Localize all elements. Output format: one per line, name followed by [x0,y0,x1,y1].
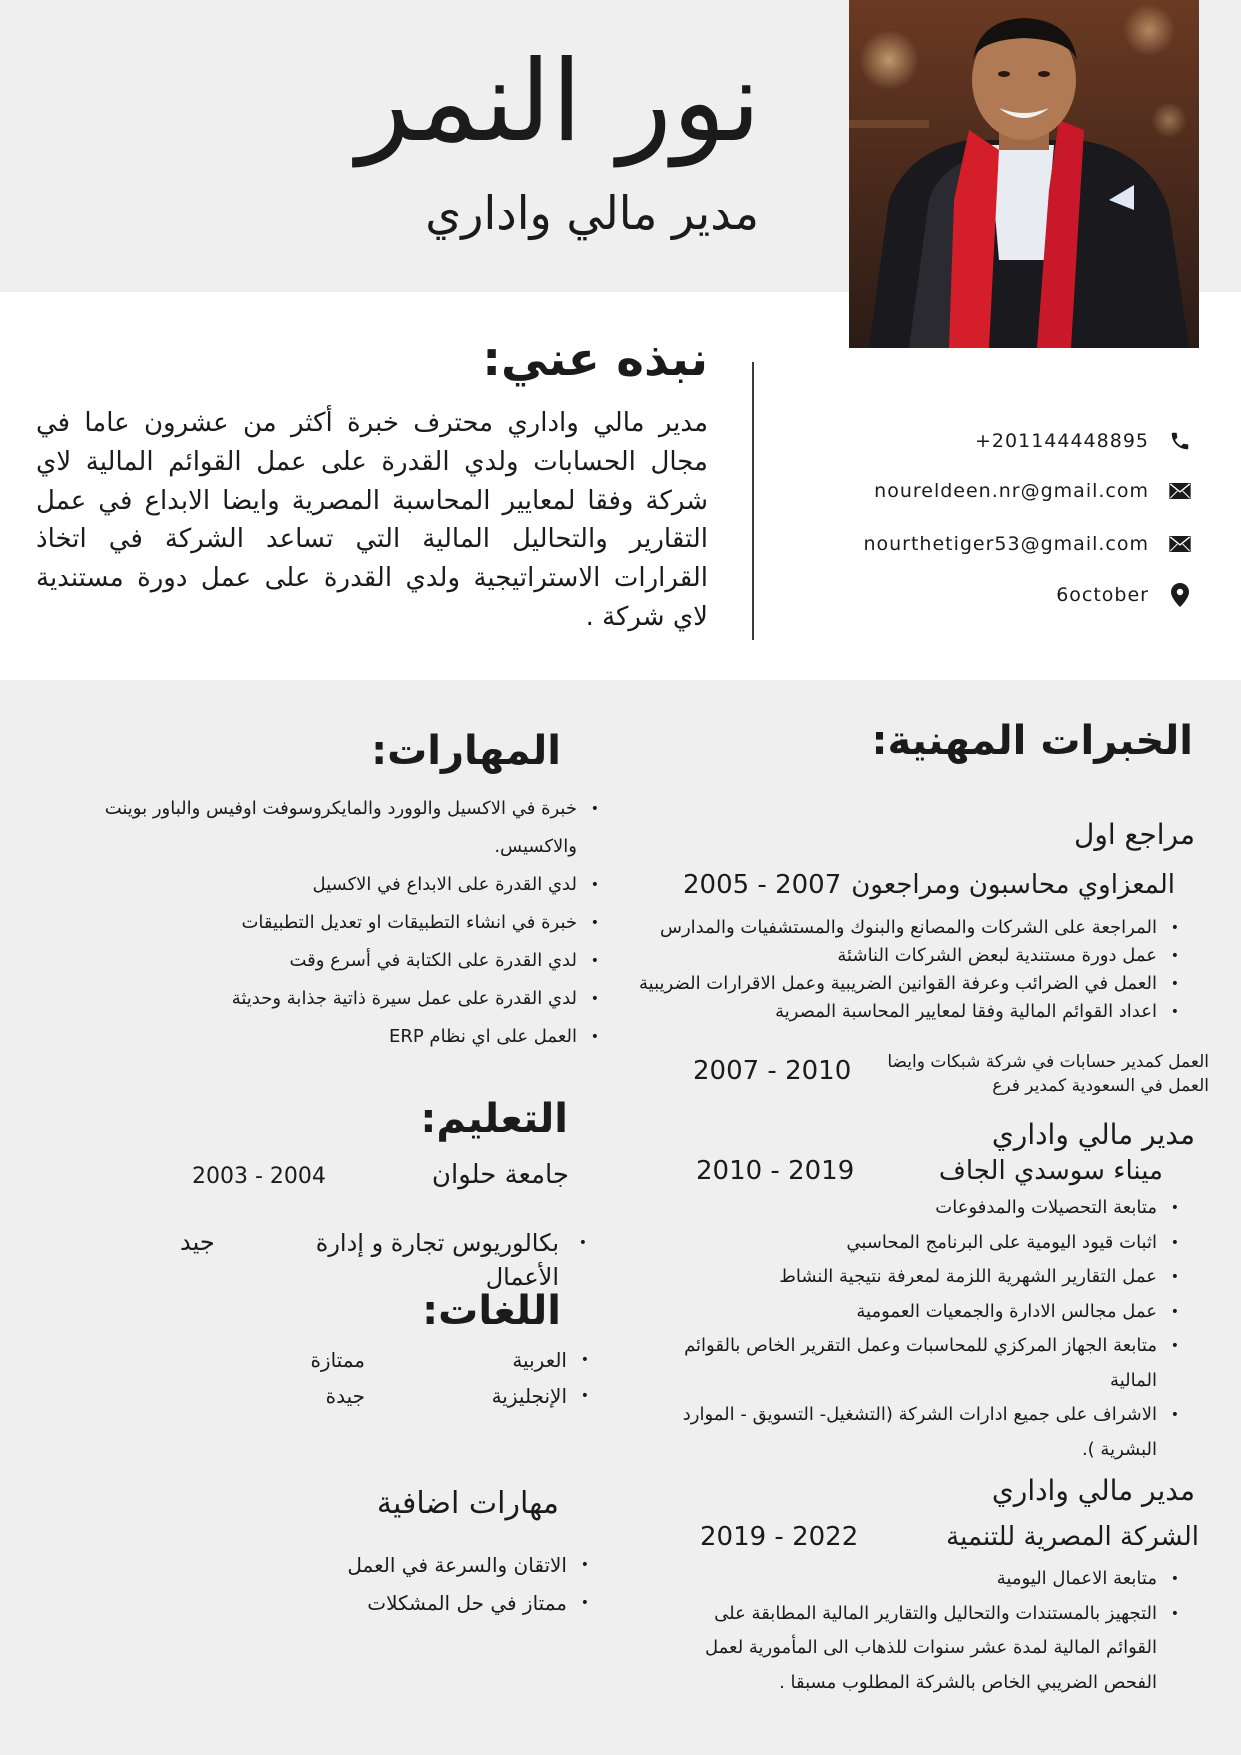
contact-location [1056,580,1195,610]
list-item: • خبرة في انشاء التطبيقات او تعديل التطبيقات [41,904,601,942]
list-item: • لدي القدرة على الابداع في الاكسيل [41,866,601,904]
list-item: • المراجعة على الشركات والمصانع والبنوك والمستشفيات والمدارس [581,914,1181,942]
list-item: • العمل في الضرائب وعرفة القوانين الضريبية وعمل الاقرارات الضريبية [581,970,1181,998]
university-name: جامعة حلوان [431,1160,569,1190]
degree-item: • بكالوريوس تجارة و إدارة الأعمال [289,1226,589,1294]
extra-skills-heading: مهارات اضافية [376,1486,559,1521]
list-item: • متابعة الجهاز المركزي للمحاسبات وعمل التقرير الخاص بالقوائم المالية [641,1329,1181,1398]
experience-heading: الخبرات المهنية: [871,718,1193,764]
job1-duties [581,914,1181,1026]
list-item: • العمل على اي نظام ERP [41,1018,601,1056]
job3-role: مدير مالي واداري [991,1118,1195,1151]
location-text: 6october [1056,584,1149,606]
job3-years: 2010 - 2019 [696,1156,855,1186]
contact-phone [975,426,1195,456]
languages-heading: اللغات: [422,1288,561,1334]
list-item: • لدي القدرة على عمل سيرة ذاتية جذابة وحديثة [41,980,601,1018]
job4-duties [691,1562,1181,1700]
language-name: • الإنجليزية [391,1378,591,1414]
job4-years: 2019 - 2022 [700,1522,859,1552]
person-name: نور النمر [356,37,761,167]
list-item: • متابعة الاعمال اليومية [691,1562,1181,1597]
email-address[interactable]: noureldeen.nr@gmail.com [874,480,1149,502]
education-grade: جيد [180,1228,215,1256]
language-level: ممتازة [310,1348,365,1372]
education-degree-list [289,1226,589,1294]
list-item: • عمل التقارير الشهرية اللزمة لمعرفة نتيجية النشاط [641,1260,1181,1295]
extra-skills-list [291,1546,591,1622]
contact-email-1 [874,476,1195,506]
envelope-icon [1165,529,1195,559]
map-pin-icon [1165,580,1195,610]
job2-line: العمل في السعودية كمدير فرع [992,1076,1209,1096]
languages-list [391,1342,591,1414]
list-item: • الاشراف على جميع ادارات الشركة (التشغيل- التسويق - الموارد البشرية ). [641,1398,1181,1467]
language-name: • العربية [391,1342,591,1378]
job2-line: العمل كمدير حسابات في شركة شبكات وايضا [887,1052,1209,1072]
list-item: • اعداد القوائم المالية وفقا لمعايير المحاسبة المصرية [581,998,1181,1026]
job3-duties [641,1191,1181,1467]
skills-list [41,790,601,1056]
list-item: • لدي القدرة على الكتابة في أسرع وقت [41,942,601,980]
about-paragraph: مدير مالي واداري محترف خبرة أكثر من عشرون عاما في مجال الحسابات ولدي القدرة على عمل القوائم المالية لاي شركة وفقا لمعايير المحاسبة المصرية وايضا الابداع في عمل التقارير والتحاليل المالية التي تساعد الشركة في اتخاذ القرارات الاستراتيجية ولدي القدرة على عمل دورة مستندية لاي شركة . [36,408,708,632]
list-item: • اثبات قيود اليومية على البرنامج المحاسبي [641,1226,1181,1261]
job2-years: 2007 - 2010 [693,1056,852,1086]
about-heading: نبذه عني: [482,332,708,387]
language-level: جيدة [325,1384,365,1408]
list-item: • عمل مجالس الادارة والجمعيات العمومية [641,1295,1181,1330]
phone-icon [1165,426,1195,456]
job1-company: المعزاوي محاسبون ومراجعون [851,870,1175,900]
list-item: • التجهيز بالمستندات والتحاليل والتقارير المالية المطابقة على القوائم المالية لمدة عشر سنوات للذهاب الى المأمورية لعمل الفحص الضريبي الخاص بالشركة المطلوب مسبقا . [691,1597,1181,1701]
vertical-divider [752,362,754,640]
education-years: 2003 - 2004 [192,1164,326,1189]
contact-email-2 [863,529,1195,559]
education-heading: التعليم: [420,1096,568,1142]
list-item: • عمل دورة مستندية لبعض الشركات الناشئة [581,942,1181,970]
job3-company: ميناء سوسدي الجاف [938,1156,1163,1186]
list-item: • ممتاز في حل المشكلات [291,1584,591,1622]
job4-company: الشركة المصرية للتنمية [946,1522,1199,1552]
email-address[interactable]: nourthetiger53@gmail.com [863,533,1149,555]
list-item: • الاتقان والسرعة في العمل [291,1546,591,1584]
job1-years: 2005 - 2007 [683,870,842,900]
job4-role: مدير مالي واداري [991,1474,1195,1507]
job2-description [887,1050,1209,1098]
skills-heading: المهارات: [371,728,561,774]
job-title: مدير مالي واداري [425,186,759,240]
job1-role: مراجع اول [1074,818,1195,851]
phone-number[interactable]: +201144448895 [975,430,1149,452]
list-item: • خبرة في الاكسيل والوورد والمايكروسوفت اوفيس والباور بوينت والاكسيس. [41,790,601,866]
list-item: • متابعة التحصيلات والمدفوعات [641,1191,1181,1226]
profile-photo [849,0,1199,348]
envelope-icon [1165,476,1195,506]
language-levels [245,1342,365,1414]
